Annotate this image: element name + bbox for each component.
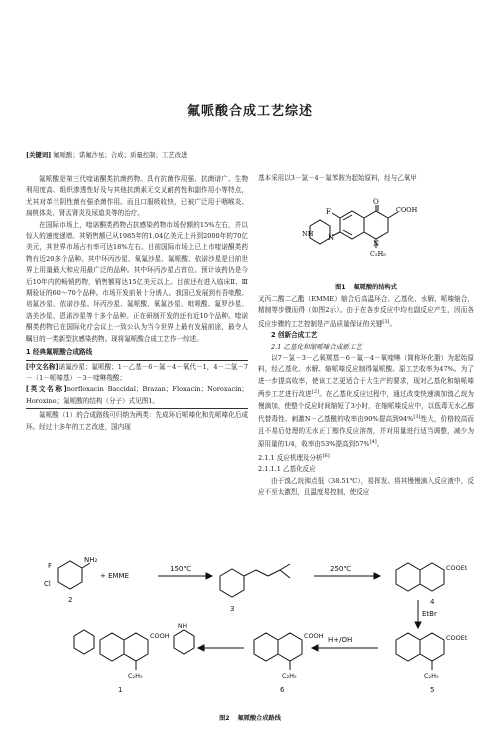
reference-mark: [3] <box>382 318 390 325</box>
synthesis-scheme <box>18 556 484 706</box>
new-process-paragraph <box>258 353 474 451</box>
compound-2-number: 2 <box>68 596 73 604</box>
route-paragraph: 氟哌酸（1）的合成路线可归纳为两类：先成环后哌嗪化和先哌嗪化后成环。经过十多年的工艺改进，国内现 <box>26 411 248 431</box>
figure-2-caption-text: 氟哌酸合成路线 <box>237 715 281 722</box>
emme-reagent: + EMME <box>100 572 130 580</box>
carboxyl-label: COOH <box>304 632 324 640</box>
intro-paragraph: 氟哌酸是第三代喹诺酮类抗菌药物。具有抗菌作用强、抗菌谱广、生物利用度高、组织渗透性好及与其他抗菌素无交叉耐药性和副作用小等特点，尤其对革兰阴性菌有强杀菌作用。而且口服吸收快，已被广泛用于咽喉炎、扁桃体炎、肾盂肾炎及尿道炎等的治疗。 <box>26 175 248 218</box>
new-process-text: 以7－氯－3－乙氧羰基－6－氟－4－氧喹啉（简称环化脂）为起始原料，经乙基化、水解、缩哌嗪反应制得氟哌酸。原工艺收率为47%。为了进一步提高收率，使该工艺更适合于大生产的要求，现对乙基化和缩哌嗪两步工艺进行改进 <box>258 354 474 399</box>
compound-4-ring-a <box>396 563 420 591</box>
ester-label: COOEt <box>446 564 468 572</box>
section-2-1-1-1-heading: 2.1.1.1 乙基化反应 <box>258 465 316 474</box>
process-text: 叉丙二酸二乙酯（EMME）缩合后高温环合、乙基化、水解、哌嗪缩合，精制等步骤而得（如图2示）。由于在各步反应中均有副反应产生，因而各反应步骤的工艺控制是产品质量保证的关键 <box>258 294 474 328</box>
ethyl-label: C₂H₅ <box>370 250 386 258</box>
chinese-name-text: 诺氟沙星；氟哌酸；1－乙基－6－氟－4－氧代－1，4－二氢－7－（1－哌嗪基）－3－喹啉羧酸； <box>26 362 248 382</box>
section-2-1-1-text: 2.1.1 反应机理及分析 <box>258 453 323 462</box>
ethyl-label: C₂H₅ <box>128 672 143 680</box>
figure-2-caption <box>0 713 500 722</box>
condition-150: 150℃ <box>170 565 192 573</box>
fluoro-label: F <box>48 562 53 570</box>
compound-5-ring-b <box>420 633 444 661</box>
divider <box>26 360 248 361</box>
new-process-text-2: 。在乙基化反应过程中，通过改变快速滴加溴乙烷为慢滴加，使整个反应时间缩短了3小时，在缩哌嗪反应中，以低毒无水乙醇代替毒性、刺激N－乙基酰的收率由90%提高到94% <box>258 390 474 424</box>
ethylation-paragraph: 由于溴乙烷沸点低（38.51℃），易挥发。将其慢慢滴入反应液中，反应不至太激烈，且温度易控制，使反应 <box>258 476 474 497</box>
piperazine-n-label: N <box>328 234 335 242</box>
compound-5-ring-a <box>396 633 420 661</box>
compound-3-ring <box>220 569 244 597</box>
route-continued: 基本采用以3－氯－4－氟苯胺为起始原料，经与乙氧甲 <box>258 174 417 182</box>
english-name-entry <box>26 384 248 407</box>
new-process-text-3: 性大，价格较高而且不易后处理的无水正丁醇作反应溶剂，并对用量进行适当调整，减少为原用量的1/4，收率由53%提高到57% <box>258 415 474 449</box>
compound-6-number: 6 <box>280 686 285 694</box>
figure-1-label: 图1 <box>335 284 346 292</box>
keywords-line <box>26 150 187 159</box>
english-name-text: norfloxacin Baccidal；Brazan；Floxacin；Noroxacin；Horoxine；氟哌酸的结构（分子）式见图1。 <box>26 385 248 405</box>
reference-mark: [4] <box>369 439 377 446</box>
ethyl-label: C₂H₅ <box>424 672 439 680</box>
compound-5-number: 5 <box>430 686 435 694</box>
left-column <box>26 174 248 433</box>
reference-mark: [2] <box>311 389 319 396</box>
piperazine-reagent-ring <box>174 630 194 654</box>
compound-4-ring-b <box>420 563 444 591</box>
figure-1-caption-text: 氟哌酸的结构式 <box>353 284 397 292</box>
carboxyl-label: COOH <box>396 206 418 214</box>
figure-2-label: 图2 <box>219 715 230 722</box>
english-name-label: [英文名称] <box>26 385 67 394</box>
condition-hydrolysis: H+/OH <box>328 636 353 644</box>
piperazine-nh-label: NH <box>302 230 314 238</box>
amine-label: NH₂ <box>84 556 98 564</box>
chinese-name-entry <box>26 362 248 385</box>
reference-mark: [3] <box>413 414 421 421</box>
compound-6-ring-b <box>278 633 302 661</box>
section-2-1-heading: 2.1 乙基化和缩哌嗪合成新工艺 <box>271 342 363 351</box>
compound-1-ring-b <box>124 633 148 661</box>
pyridone-ring <box>364 211 388 239</box>
chinese-name-label: [中文名称] <box>26 362 59 371</box>
quinolone-n-label: N <box>373 240 380 248</box>
reference-mark: [6] <box>322 452 330 459</box>
section-2-1-1-heading <box>258 451 474 465</box>
section-2-heading: 2 创新合成工艺 <box>271 331 318 340</box>
market-paragraph: 在国际市场上，喹诺酮类药物占抗感染药物市场份额的15%左右，并以惊人的速度递增。其销售额已从1985年的1.04亿美元上升到2000年的70亿美元，其世界市场占有率可达18%左右。目前国际市场上已上市喹诺酮类药物有近20多个品种。其中环丙沙星、氧氟沙星、氟哌酸、依诺沙星是目前世界上用量最大和应用最广泛的品种。其中环丙沙星占首位。预计该药仍是今后10年内的畅销药物，销售额将达15亿美元以上。目前还有进入临床Ⅱ、Ⅲ期验证的60～70个品种。市场开发前景十分诱人。我国已发展到有吾吡酸、培氟沙星、依诺沙星、环丙沙星、氟哌酸、氧氟沙星、吡哌酸、氟罗沙星、洛美沙星、恩诺沙星等十多个品种。正在研制开发的还有近10个品种。喹诺酮类药物已在国际化疗会议上一致公认为当今世界上最有发展前途，最令人瞩目的一类新型抗感染药物。现将氟哌酸合成工艺作一综述。 <box>26 220 248 343</box>
carboxyl-label: COOH <box>150 632 170 640</box>
paper-title: 氟哌酸合成工艺综述 <box>186 104 313 119</box>
compound-6-ring-a <box>254 633 278 661</box>
compound-1-piperazine <box>74 630 94 654</box>
divider <box>26 408 248 409</box>
compound-3-number: 3 <box>230 605 235 613</box>
compound-4-number: 4 <box>430 598 435 606</box>
oxo-label: O <box>373 198 379 206</box>
ethyl-label: C₂H₅ <box>282 672 297 680</box>
piperazine-nh-label: NH <box>178 623 187 630</box>
punct: 。 <box>376 440 384 449</box>
section-1-heading: 1 经典氟哌酸合成路线 <box>26 348 93 357</box>
punct: 。 <box>389 319 397 328</box>
figure-1-caption <box>258 282 474 293</box>
chloro-label: Cl <box>44 580 51 588</box>
condition-etbr: EtBr <box>422 610 437 618</box>
keywords-text: 氟哌酸；诺氟沙星；合成；质量控制；工艺改进 <box>53 151 188 159</box>
condition-250: 250℃ <box>330 565 352 573</box>
fluoro-label: F <box>326 208 331 216</box>
compound-1-ring-a <box>100 633 124 661</box>
norfloxacin-structure <box>300 196 420 274</box>
compound-1-number: 1 <box>118 686 123 694</box>
compound-2-ring <box>58 561 82 589</box>
process-paragraph <box>258 294 474 330</box>
keywords-label: [关键词] <box>26 151 52 159</box>
ester-label: COOEt <box>446 634 468 642</box>
